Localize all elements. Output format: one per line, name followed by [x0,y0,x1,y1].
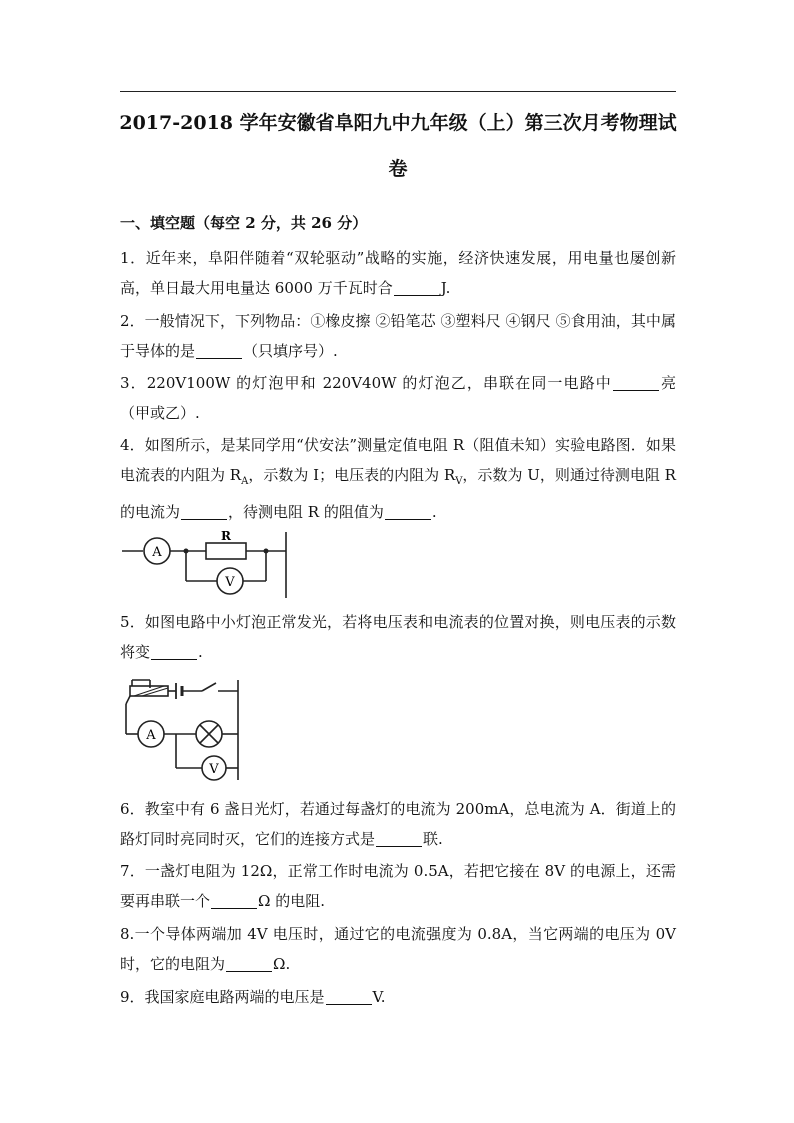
subscript: V [455,476,463,487]
question-5 [120,607,676,667]
question-2 [120,306,676,366]
answer-blank[interactable] [376,828,422,847]
question-text: 9．我国家庭电路两端的电压是 [120,988,325,1006]
question-text: J. [440,279,451,297]
question-text: Ω 的电阻. [258,892,325,910]
question-text: Ω. [273,955,291,973]
question-text: 3．220V100W 的灯泡甲和 220V40W 的灯泡乙，串联在同一电路中 [120,374,612,392]
question-1 [120,243,676,303]
answer-blank[interactable] [211,890,257,909]
question-text: 5．如图电路中小灯泡正常发光，若将电压表和电流表的位置对换，则电压表的示数将变 [120,613,676,661]
question-text: 1．近年来，阜阳伴随着“双轮驱动”战略的实施，经济快速发展，用电量也屡创新高，单日最大用电量达 6000 万千瓦时合 [120,249,676,297]
question-9 [120,982,676,1012]
question-text: 7．一盏灯电阻为 12Ω，正常工作时电流为 0.5A，若把它接在 8V 的电源上，还需要再串联一个 [120,862,676,910]
question-text: 4．如图所示，是某同学用“伏安法”测量定值电阻 R（阻值未知）实验电路图．如果电流表的内阻为 R [120,436,676,484]
answer-blank[interactable] [196,340,242,359]
answer-blank[interactable] [181,501,227,520]
answer-blank[interactable] [394,277,440,296]
question-text: . [198,643,203,661]
question-text: 联. [423,830,443,848]
question-text: . [431,503,437,521]
question-3 [120,368,676,428]
answer-blank[interactable] [151,641,197,660]
answer-blank[interactable] [326,986,372,1005]
question-8 [120,919,676,979]
ammeter-label: A [152,545,162,560]
question-text: ，示数为 U，则通过待测电阻 R 的电流为 [120,466,676,521]
question-text: 8.一个导体两端加 4V 电压时，通过它的电流强度为 0.8A，当它两端的电压为 0V 时，它的电阻为 [120,925,676,973]
answer-blank[interactable] [385,501,431,520]
ammeter-label: A [146,728,156,743]
voltmeter-label: V [225,575,235,590]
question-text: 2．一般情况下，下列物品：①橡皮擦 ②铅笔芯 ③塑料尺 ④钢尺 ⑤食用油，其中属于导体的是 [120,312,676,360]
circuit-diagram-1 [120,528,292,600]
question-text: ，待测电阻 R 的阻值为 [228,503,384,521]
subscript: A [241,476,249,487]
resistor-label: R [221,529,231,543]
page-title: 2017-2018 学年安徽省阜阳九中九年级（上）第三次月考物理试卷 [119,112,677,180]
question-text: （只填序号）. [243,342,338,360]
question-6 [120,794,676,854]
question-text: ，示数为 I；电压表的内阻为 R [248,466,456,484]
question-text: V. [372,988,386,1006]
voltmeter-label: V [209,762,219,777]
circuit-diagram-2 [120,676,246,784]
answer-blank[interactable] [226,953,272,972]
question-text: 亮（甲或乙）. [120,374,676,422]
header-rule [120,91,676,92]
question-4 [120,430,676,527]
question-text: 6．教室中有 6 盏日光灯，若通过每盏灯的电流为 200mA，总电流为 A．街道上的路灯同时亮同时灭，它们的连接方式是 [120,800,676,848]
answer-blank[interactable] [613,372,659,391]
section-heading: 一、填空题（每空 2 分，共 26 分） [120,214,368,232]
question-7 [120,856,676,916]
